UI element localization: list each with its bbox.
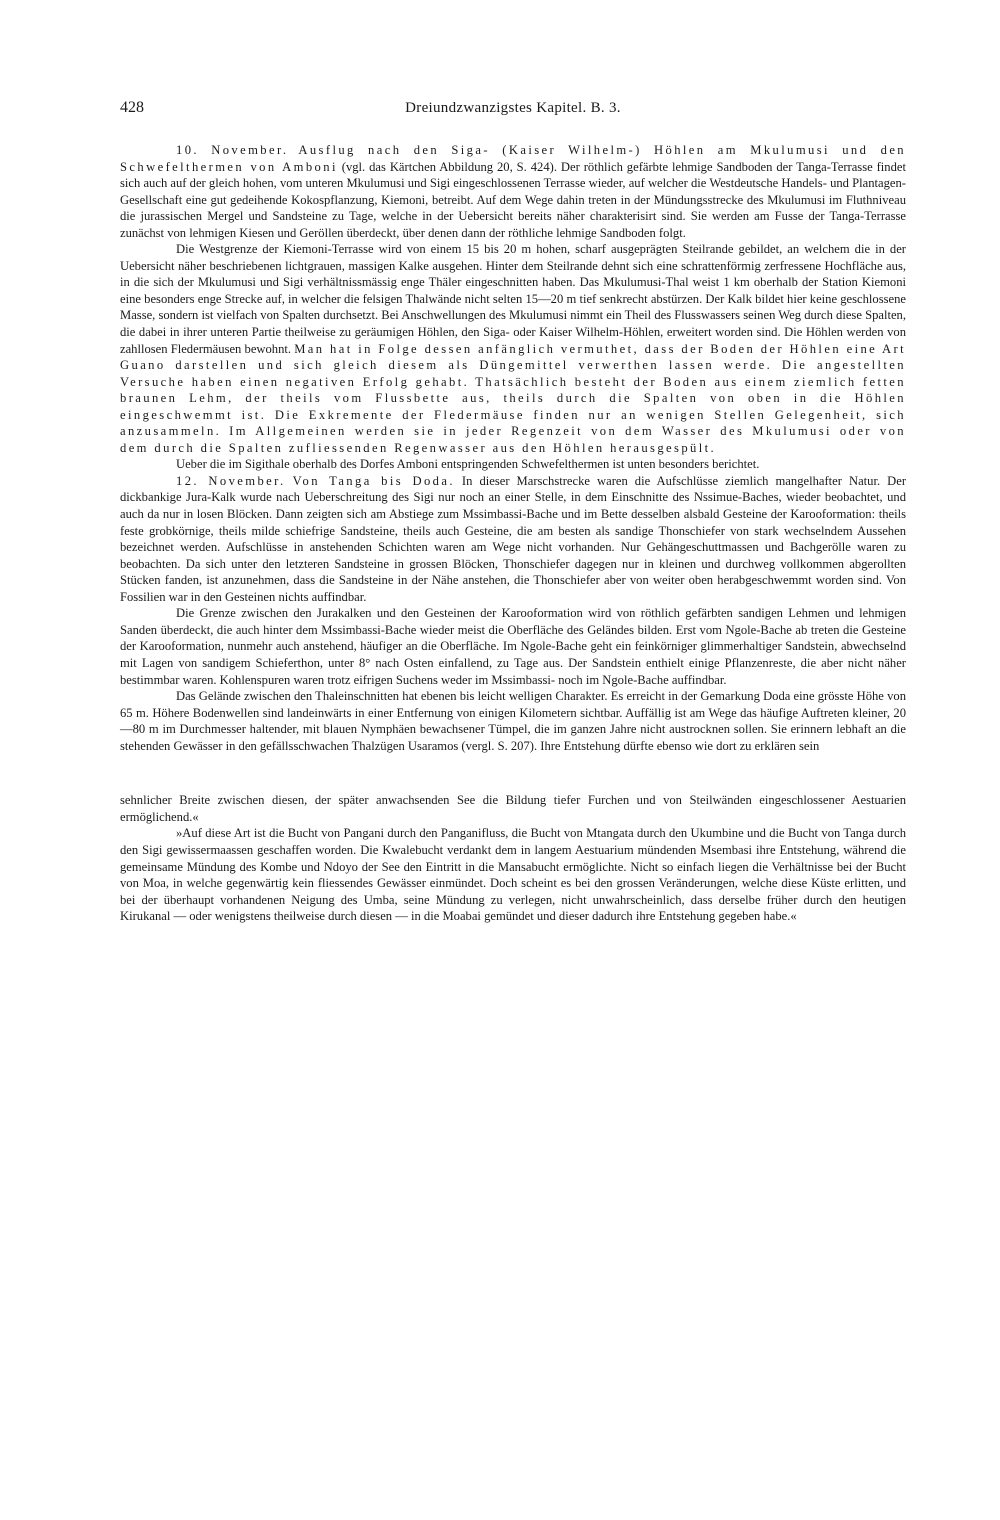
running-head: Dreiundzwanzigstes Kapitel. B. 3. (405, 100, 621, 116)
paragraph (120, 241, 906, 456)
paragraph-text: In dieser Marschstrecke waren die Aufschlüsse ziemlich mangelhafter Natur. Der dickbankige Jura-Kalk wurde nach Ueberschreitung des Sigi nur noch an einer Stelle, in dem Einschnitte des Nssimue-Baches, wieder beobachtet, und auch da nur in losen Blöcken. Dann zeigten sich am Abstiege zum Mssimbassi-Bache und im Bette desselben alsbald Gesteine der Karooformation: theils feste grobkörnige, theils milde schiefrige Sandsteine, theils auch Gesteine, die am besten als sandige Thonschiefer von stark wechselndem Aussehen bezeichnet werden. Aufschlüsse in anstehenden Schichten waren am Wege nicht vorhanden. Nur Gehängeschuttmassen und Bachgerölle waren zu beobachten. Da sich unter den letzteren Sandsteine in grossen Blöcken, Thonschiefer dagegen nur in kleinen und durchweg vollkommen abgerollten Stücken fanden, ist anzunehmen, dass die Sandsteine in der Nähe anstehen, die Thonschiefer aber von weiter oben herabgeschwemmt worden sind. Von Fossilien war in den Gesteinen nichts auffindbar. (120, 473, 907, 604)
page-number: 428 (120, 99, 144, 116)
section-heading: Ausflug nach den Siga- (Kaiser Wilhelm-) Höhlen am Mkulumusi und den Schwefelthermen von Amboni (120, 143, 907, 174)
footnote-paragraph: »Auf diese Art ist die Bucht von Pangani durch den Panganifluss, die Bucht von Mtangata durch den Ukumbine und die Bucht von Tanga durch den Sigi gewissermaassen geschaffen worden. Die Kwalebucht verdankt dem in langem Aestuarium mündenden Msembasi ihre Entstehung, während die gemeinsame Mündung des Kombe und Ndoyo der See den Eintritt in die Mansabucht ermöglichte. Nicht so einfach liegen die Verhältnisse bei der Bucht von Moa, in welche gegenwärtig kein fliessendes Gewässer einmündet. Doch scheint es bei den grossen Veränderungen, welche diese Küste erlitten, und bei der überhaupt vorhandenen Neigung des Umba, seine Mündung zu verlegen, nicht unwahrscheinlich, dass derselbe früher durch den heutigen Kirukanal — oder wenigstens theilweise durch diesen — in die Moabai gemündet und dieser dadurch ihre Entstehung gegeben habe.« (120, 826, 906, 924)
book-page (120, 96, 906, 925)
paragraph-text: Das Gelände zwischen den Thaleinschnitten hat ebenen bis leicht welligen Charakter. Es erreicht in der Gemarkung Doda eine grösste Höhe von 65 m. Höhere Bodenwellen sind landeinwärts in einer Entfernung von einigen Kilometern sichtbar. Auffällig ist am Wege das häufige Auftreten kleiner, 20—80 m im Durchmesser haltender, mit blauen Nymphäen bewachsener Tümpel, die im ganzen Jahre nicht austrocknen sollen. Sie erinnern lebhaft an die stehenden Gewässer in den gefällsschwachen Thalzügen Usaramos (vergl. S. 207). Ihre Entstehung dürfte ebenso wie dort zu erklären sein (120, 689, 906, 753)
spaced-passage: Man hat in Folge dessen anfänglich vermuthet, dass der Boden der Höhlen eine Art Guano darstellen und sich gleich diesem als Düngemittel verwerthen lassen werde. Die angestellten Versuche haben einen negativen Erfolg gehabt. Thatsächlich besteht der Boden aus einem ziemlich fetten braunen Lehm, der theils vom Flussbette aus, theils durch die Spalten von oben in die Höhlen eingeschwemmt ist. Die Exkremente der Fledermäuse finden nur an wenigen Stellen Gelegenheit, sich anzusammeln. Im Allgemeinen werden sie in jeder Regenzeit von dem Wasser des Mkulumusi oder von dem durch die Spalten zufliessenden Regenwasser aus den Höhlen herausgespült. (120, 341, 906, 455)
paragraph (120, 456, 906, 473)
footnote-continuation: sehnlicher Breite zwischen diesen, der später anwachsenden See die Bildung tiefer Furchen und von Steilwänden eingeschlossener Aestuarien ermöglichend.« (120, 793, 906, 824)
paragraph (120, 688, 906, 754)
main-text (120, 142, 906, 754)
date-heading: 12. November. (176, 473, 286, 488)
paragraph (120, 473, 906, 605)
paragraph-text: Die Grenze zwischen den Jurakalken und den Gesteinen der Karooformation wird von röthlich gefärbten sandigen Lehmen und lehmigen Sanden überdeckt, die auch hinter dem Mssimbassi-Bache wieder meist die Oberfläche des Geländes bilden. Erst vom Ngole-Bache ab treten die Gesteine der Karooformation, nunmehr auch anstehend, häufiger an die Oberfläche. Im Ngole-Bache geht ein feinkörniger glimmerhaltiger Sandstein, abwechselnd mit Lagen von sandigem Schieferthon, unter 8° nach Osten einfallend, zu Tage aus. Der Sandstein enthielt einige Pflanzenreste, die aber nicht näher bestimmbar waren. Kohlenspuren waren trotz eifrigen Suchens weder im Mssimbassi- noch im Ngole-Bache auffindbar. (120, 606, 906, 687)
paragraph-text: Ueber die im Sigithale oberhalb des Dorfes Amboni entspringenden Schwefelthermen ist unten besonders berichtet. (176, 457, 760, 472)
paragraph (120, 142, 906, 241)
date-heading: 10. November. (176, 143, 289, 157)
footnote-block (120, 792, 906, 925)
paragraph-text: (vgl. das Kärtchen Abbildung 20, S. 424). Der röthlich gefärbte lehmige Sandboden der Tanga-Terrasse findet sich auch auf der gleich hohen, vom unteren Mkulumusi und Sigi eingeschlossenen Terrasse wieder, auf welcher die Westdeutsche Handels- und Plantagen-Gesellschaft eine gut gedeihende Kokospflanzung, Kiemoni, betreibt. Auf dem Wege dahin treten in der Mündungsstrecke des Mkulumusi im Fluthniveau die jurassischen Mergel und Sandsteine zu Tage, welche in der Uebersicht bereits näher charakterisirt sind. Sie werden am Fusse der Tanga-Terrasse zunächst von lehmigen Kiesen und Geröllen überdeckt, über denen dann der röthliche lehmige Sandboden folgt. (120, 159, 906, 240)
page-header (120, 96, 906, 120)
paragraph (120, 605, 906, 688)
paragraph-text: Die Westgrenze der Kiemoni-Terrasse wird von einem 15 bis 20 m hohen, scharf ausgeprägten Steilrande gebildet, an welchem die in der Uebersicht näher beschriebenen lichtgrauen, massigen Kalke ausgehen. Hinter dem Steilrande dehnt sich eine schrattenförmig zerfressene Hochfläche aus, in die sich der Mkulumusi und Sigi verhältnissmässig enge Thäler eingeschnitten haben. Das Mkulumusi-Thal weist 1 km oberhalb der Station Kiemoni eine besonders enge Strecke auf, in welcher die felsigen Thalwände nicht selten 15—20 m tief senkrecht abstürzen. Der Kalk bildet hier keine geschlossene Masse, sondern ist vielfach von Spalten durchsetzt. Bei Anschwellungen des Mkulumusi nimmt ein Theil des Flusswassers seinen Weg durch diese Spalten, die dabei in ihrer unteren Partie theilweise zu geräumigen Höhlen, den Siga- oder Kaiser Wilhelm-Höhlen, erweitert worden sind. Die Höhlen werden von zahllosen Fledermäusen bewohnt. (120, 242, 906, 356)
section-heading: Von Tanga bis Doda. (292, 473, 455, 488)
